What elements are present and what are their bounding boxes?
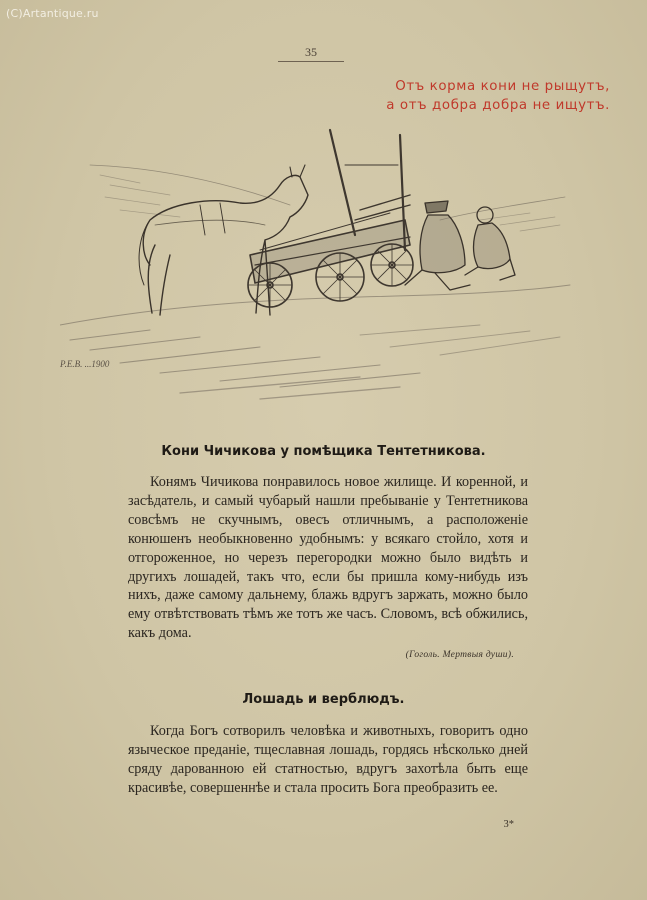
section-title-chichikov-horses: Кони Чичикова у помѣщика Тентетникова.	[161, 444, 486, 459]
page-number-rule	[278, 61, 344, 62]
printer-signature-mark: 3*	[503, 819, 514, 830]
proverb-epigraph	[290, 77, 610, 115]
paragraph-horse-camel: Когда Богъ сотворилъ человѣка и животныхъ, говоритъ одно языческое преданіе, тщеславная лошадь, гордясь нѣсколько дней сряду дарованною ей статностью, вдругъ захотѣла быть еще красивѣе, совершеннѣе и стала просить Бога преобразить ее.	[128, 723, 528, 796]
landscape	[60, 165, 570, 399]
proverb-line-2: а отъ добра добра не ищутъ.	[386, 98, 610, 113]
wagon	[248, 130, 413, 307]
artist-signature: Р.Е.В. ...1900	[60, 359, 110, 369]
horse-wagon-illustration	[60, 125, 580, 405]
watermark: (C)Artantique.ru	[6, 7, 99, 20]
paragraph-chichikov-horses: Конямъ Чичикова понравилось новое жилище. И коренной, и засѣдатель, и самый чубарый нашли пребываніе у Тентетникова совсѣмъ не скучнымъ, овесъ отличнымъ, а расположеніе конюшенъ необыкновенно удобнымъ: у всякаго стойло, хотя и отгороженное, но черезъ перегородки можно было видѣть и другихъ лошадей, такъ что, если бы пришла кому-нибудь изъ нихъ, даже самому дальнему, блажь вдругъ заржать, можно было ему отвѣтствовать тѣмъ же тотъ же часъ. Словомъ, всѣ обжились, какъ дома.	[128, 474, 528, 642]
attribution-gogol: (Гоголь. Мертвыя души).	[405, 650, 514, 660]
section-title-horse-camel: Лошадь и верблюдъ.	[242, 692, 405, 707]
proverb-line-1: Отъ корма кони не рыщутъ,	[395, 79, 610, 94]
page-number: 35	[305, 45, 317, 59]
horse	[139, 165, 308, 315]
men-figures	[405, 201, 515, 290]
